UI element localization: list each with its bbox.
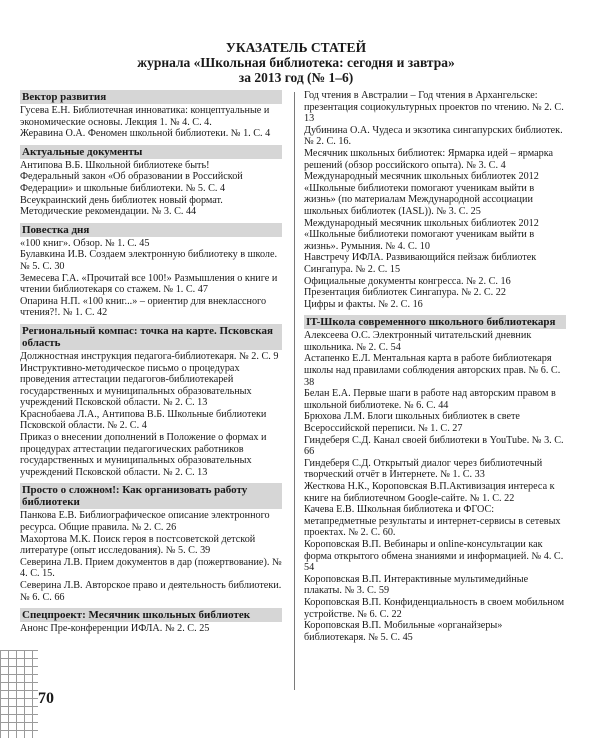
section-heading: Спецпроект: Месячник школьных библиотек — [20, 608, 282, 622]
right-column — [304, 90, 566, 648]
section-heading: IT-Школа современного школьного библиотекаря — [304, 315, 566, 329]
index-entry: Жеравина О.А. Феномен школьной библиотеки. № 1. С. 4 — [20, 128, 271, 140]
section-heading: Повестка дня — [20, 223, 282, 237]
section-heading: Актуальные документы — [20, 145, 282, 159]
title-line-2: журнала «Школьная библиотека: сегодня и завтра» — [137, 55, 455, 70]
index-entry: Гиндеберя С.Д. Канал своей библиотеки в YouTube. № 3. С. 66 — [304, 434, 564, 458]
index-section — [304, 90, 566, 310]
index-entry: Должностная инструкция педагога-библиотекаря. № 2. С. 9 — [20, 350, 279, 362]
section-heading: Региональный компас: точка на карте. Псковская область — [20, 324, 282, 350]
section-heading: Просто о сложном!: Как организовать работу библиотеки — [20, 483, 282, 509]
index-entry: Федеральный закон «Об образовании в Российской Федерации» и школьные библиотеки. № 5. С. 4 — [20, 171, 243, 194]
index-entry: Качева Е.В. Школьная библиотека и ФГОС: метапредметные результаты и интернет-сервисы в сетевых проектах. № 2. С. 60. — [304, 504, 561, 539]
index-entry: Гиндеберя С.Д. Открытый диалог через библиотечный творческий отчёт в Интернете. № 1. С. 33 — [304, 457, 543, 481]
index-entry: Инструктивно-методическое письмо о процедурах проведения аттестации педагогов-библиотекарей государственных и муниципальных образовательных учреждений Псковской области. № 2. С. 13 — [20, 362, 252, 409]
title-line-3: за 2013 год (№ 1–6) — [238, 70, 354, 85]
index-entry: Булавкина И.В. Создаем электронную библиотеку в школе. № 5. С. 30 — [20, 249, 278, 272]
index-section — [20, 483, 282, 603]
index-entry: Короповская В.П. Вебинары и online-консультации как форма открытого обмена знаниями и информацией. № 4. С. 54 — [304, 538, 564, 574]
index-section — [20, 145, 282, 218]
index-entry: Дубинина О.А. Чудеса и экзотика сингапурских библиотек. № 2. С. 16. — [304, 124, 563, 148]
index-entry: Астапенко Е.Л. Ментальная карта в работе библиотекаря школы над правилами соблюдения авторских прав. № 6. С. 38 — [304, 353, 561, 388]
index-section — [20, 324, 282, 479]
index-entry: Месячник школьных библиотек: Ярмарка идей – ярмарка решений (обзор российского опыта). № 3. С. 4 — [304, 147, 554, 171]
index-entry: Жесткова Н.К., Короповская В.П.Активизация интереса к книге на библиотечном Google-сайте. № 1. С. 22 — [304, 481, 555, 504]
index-entry: Белан Е.А. Первые шаги в работе над авторским правом в школьной библиотеке. № 6. С. 44 — [304, 388, 556, 411]
index-entry: Опарина Н.П. «100 книг...» – ориентир для внеклассного чтения?!. № 1. С. 42 — [20, 295, 267, 319]
index-entry: Презентация библиотек Сингапура. № 2. С. 22 — [304, 287, 506, 299]
index-entry: Северина Л.В. Прием документов в дар (пожертвование). № 4. С. 15. — [20, 556, 282, 580]
index-entry: Короповская В.П. Мобильные «органайзеры» библиотекаря. № 5. С. 45 — [304, 620, 503, 643]
column-divider — [294, 92, 295, 690]
title-line-1: УКАЗАТЕЛЬ СТАТЕЙ — [225, 40, 367, 55]
index-entry: Цифры и факты. № 2. С. 16 — [304, 298, 423, 310]
index-title — [0, 40, 592, 85]
index-entry: Гусева Е.Н. Библиотечная инноватика: концептуальные и экономические основы. Лекция 1. № 4. С. 4. — [20, 105, 270, 128]
index-entry: Северина Л.В. Авторское право и деятельность библиотеки. № 6. С. 66 — [20, 580, 282, 603]
index-entry: Международный месячник школьных библиотек 2012 «Школьные библиотеки помогают ученикам выйти в жизнь» (по материалам Международной ассоциации школьных библиотек (IASL)). № 3. С. 25 — [304, 171, 539, 217]
index-entry: Международный месячник школьных библиотек 2012 «Школьные библиотеки помогают ученикам выйти в жизнь». Румыния. № 4. С. 10 — [304, 217, 539, 252]
index-entry: Махортова М.К. Поиск героя в постсоветской детской литературе (опыт исследования). № 5. С. 39 — [20, 533, 256, 557]
index-entry: Краснобаева Л.А., Антипова В.Б. Школьные библиотеки Псковской области. № 2. С. 4 — [20, 408, 267, 432]
corner-grid-decoration — [0, 650, 38, 738]
index-entry: Короповская В.П. Интерактивные мультимедийные плакаты. № 3. С. 59 — [304, 573, 529, 597]
index-entry: Анонс Пре-конференции ИФЛА. № 2. С. 25 — [20, 623, 210, 635]
section-heading: Вектор развития — [20, 90, 282, 104]
page-number: 70 — [38, 690, 54, 707]
index-entry: Антипова В.Б. Школьной библиотеке быть! — [20, 159, 210, 171]
index-section — [20, 223, 282, 319]
index-entry: Всеукраинский день библиотек новый формат. Методические рекомендации. № 3. С. 44 — [20, 194, 223, 218]
index-entry: Панкова Е.В. Библиографическое описание электронного ресурса. Общие правила. № 2. С. 26 — [20, 510, 270, 534]
index-entry: Год чтения в Австралии – Год чтения в Архангельске: презентация социокультурных проектов по чтению. № 2. С. 13 — [304, 90, 564, 125]
index-entry: Приказ о внесении дополнений в Положение о формах и процедурах аттестации педагогических работников государственных и муниципальных образовательных учреждений Псковской области. № 2. С. 13 — [20, 432, 267, 478]
index-entry: Брюхова Л.М. Блоги школьных библиотек в свете Всероссийской переписи. № 1. С. 27 — [304, 411, 520, 435]
index-entry: Алексеева О.С. Электронный читательский дневник школьника. № 2. С. 54 — [304, 330, 532, 353]
index-entry: Навстречу ИФЛА. Развивающийся пейзаж библиотек Сингапура. № 2. С. 15 — [304, 252, 537, 275]
index-section — [20, 608, 282, 635]
index-entry: Официальные документы конгресса. № 2. С. 16 — [304, 275, 511, 287]
index-entry: Короповская В.П. Конфиденциальность в своем мобильном устройстве. № 6. С. 22 — [304, 596, 565, 620]
index-section — [20, 90, 282, 140]
index-entry: Земесева Г.А. «Прочитай все 100!» Размышления о книге и чтении библиотекаря со стажем. № 1. С. 47 — [20, 272, 278, 296]
index-section — [304, 315, 566, 643]
left-column — [20, 90, 282, 640]
index-entry: «100 книг». Обзор. № 1. С. 45 — [20, 237, 150, 249]
